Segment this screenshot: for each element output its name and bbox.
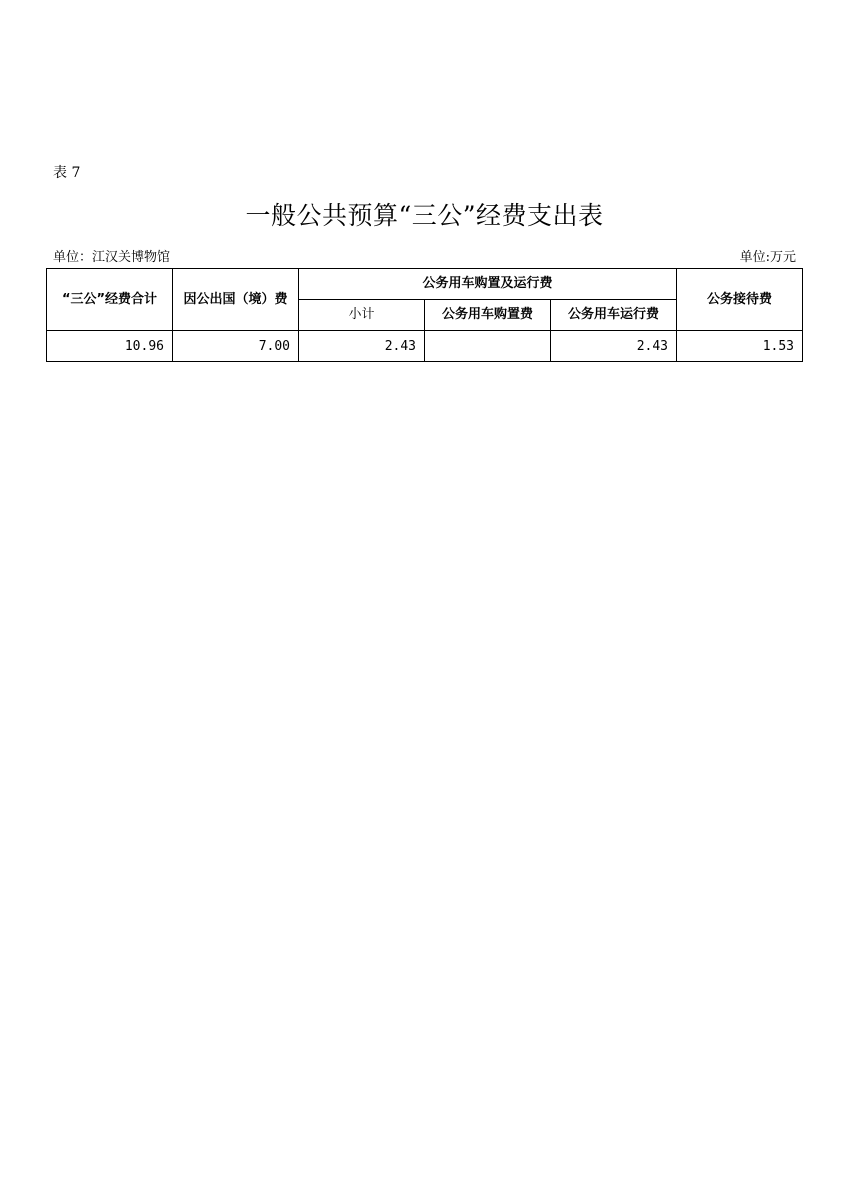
header-subtotal: 小计 <box>299 300 425 331</box>
header-vehicle-operation: 公务用车运行费 <box>551 300 677 331</box>
header-vehicle-purchase: 公务用车购置费 <box>425 300 551 331</box>
unit-organization: 单位：江汉关博物馆 <box>53 250 171 265</box>
cell-subtotal: 2.43 <box>299 331 425 362</box>
cell-reception: 1.53 <box>677 331 803 362</box>
expense-table <box>46 268 803 362</box>
table-row <box>47 331 803 362</box>
unit-currency: 单位:万元 <box>739 250 796 265</box>
header-abroad: 因公出国（境）费 <box>173 269 299 331</box>
cell-vehicle-operation: 2.43 <box>551 331 677 362</box>
header-reception: 公务接待费 <box>677 269 803 331</box>
document-title: 一般公共预算“三公”经费支出表 <box>245 201 604 230</box>
header-total: “三公”经费合计 <box>47 269 173 331</box>
header-row-1 <box>47 269 803 300</box>
cell-total: 10.96 <box>47 331 173 362</box>
cell-abroad: 7.00 <box>173 331 299 362</box>
table-number: 表 7 <box>53 165 81 181</box>
header-vehicle-group: 公务用车购置及运行费 <box>299 269 677 300</box>
cell-vehicle-purchase <box>425 331 551 362</box>
